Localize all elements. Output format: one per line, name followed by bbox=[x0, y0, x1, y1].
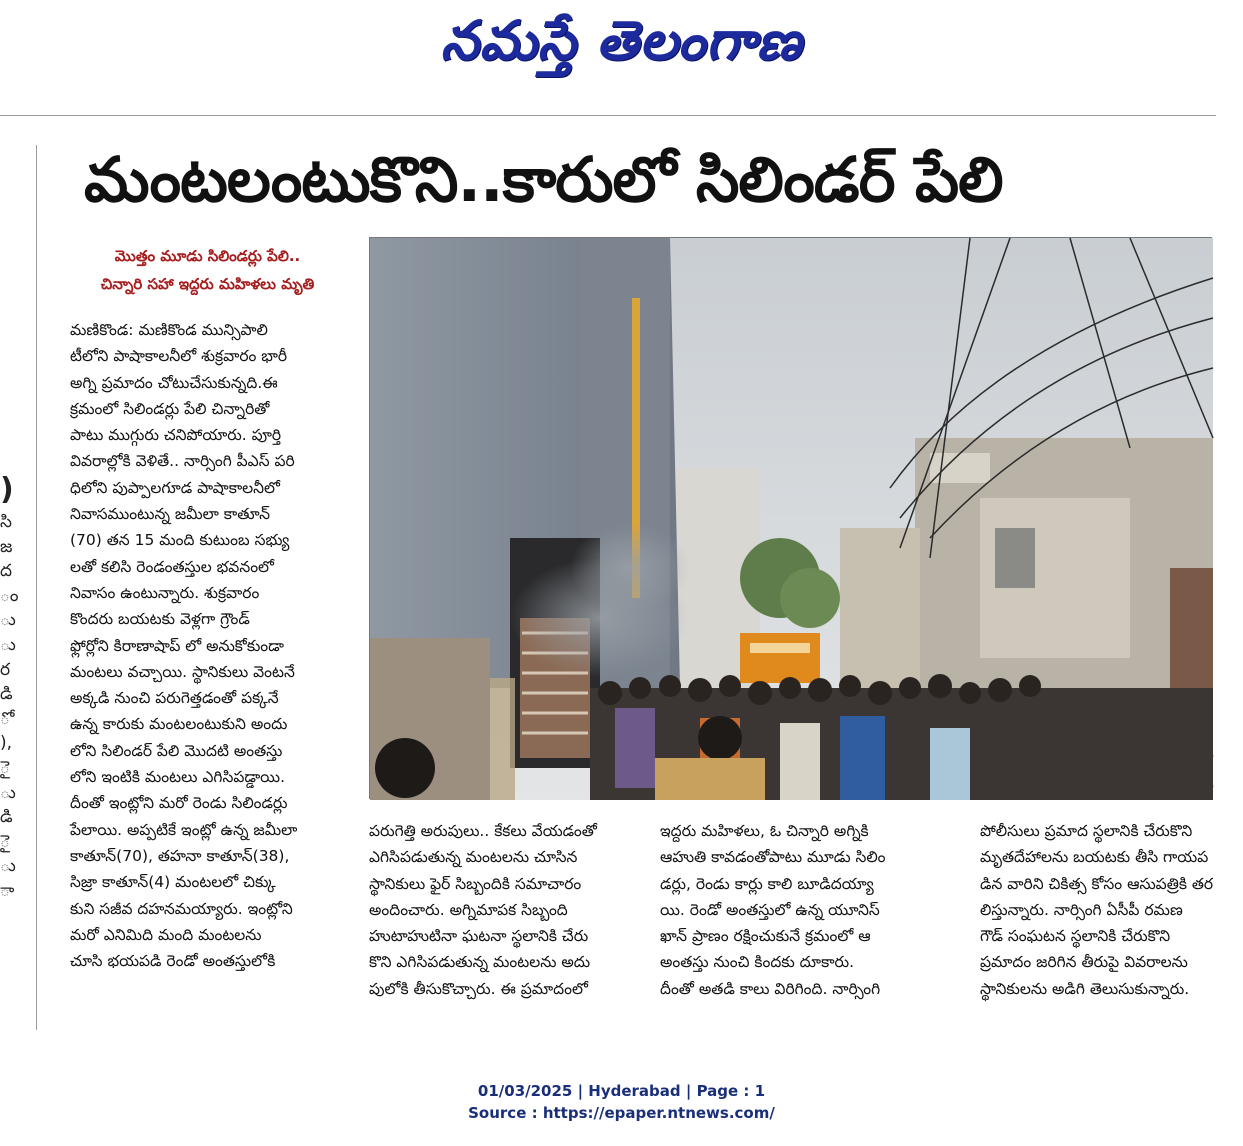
subdeck-line: మొత్తం మూడు సిలిండర్లు పేలి.. bbox=[114, 247, 301, 265]
strip-glyph: ం bbox=[0, 585, 19, 606]
body-line: (70) తన 15 మంది కుటుంబ సభ్యు bbox=[70, 531, 290, 550]
masthead-logo: నమస్తే తెలంగాణ bbox=[440, 8, 803, 72]
strip-glyph: ో bbox=[0, 708, 10, 729]
strip-glyph: ా bbox=[0, 880, 15, 901]
body-line: చూసి భయపడి రెండో అంతస్తులోకి bbox=[70, 952, 276, 971]
body-line: నివాసముంటున్న జమీలా కాతూన్ bbox=[70, 505, 270, 524]
news-photo bbox=[369, 237, 1212, 799]
body-line: డర్లు, రెండు కార్లు కాలి బూడిదయ్యా bbox=[660, 874, 874, 893]
body-line: లిస్తున్నారు. నార్సింగి ఏసీపీ రమణ bbox=[980, 900, 1183, 919]
adjacent-article-strip bbox=[0, 470, 19, 990]
body-line: పాటు ముగ్గురు చనిపోయారు. పూర్తి bbox=[70, 426, 282, 445]
subdeck-line: చిన్నారి సహా ఇద్దరు మహిళలు మృతి bbox=[100, 275, 315, 293]
article-column-1 bbox=[70, 317, 340, 1017]
body-line: పేలాయి. అప్పటికే ఇంట్లో ఉన్న జమీలా bbox=[70, 820, 298, 839]
body-line: లతో కలిసి రెండంతస్తుల భవనంలో bbox=[70, 557, 275, 576]
strip-glyph: ు bbox=[0, 634, 16, 655]
body-line: కాతూన్(70), తహనా కాతూన్(38), bbox=[70, 846, 290, 865]
body-line: స్థానికులను అడిగి తెలుసుకున్నారు. bbox=[980, 979, 1190, 998]
body-line: ఎగిసిపడుతున్న మంటలను చూసిన bbox=[369, 848, 578, 867]
strip-big-glyph: ) bbox=[0, 472, 14, 507]
body-line: ధిలోని పుప్పాలగూడ పాషాకాలనీలో bbox=[70, 478, 280, 497]
body-line: దీంతో అతడి కాలు విరిగింది. నార్సింగి bbox=[660, 979, 881, 998]
strip-glyph: ర bbox=[0, 659, 11, 680]
strip-glyph: ), bbox=[0, 733, 13, 754]
strip-glyph: ు bbox=[0, 856, 16, 877]
body-line: మణికొండ: మణికొండ మున్సిపాలి bbox=[70, 321, 268, 339]
article-column-4 bbox=[980, 818, 1212, 1018]
body-line: ఫ్లోర్లోని కిరాణాషాప్ లో అనుకోకుండా bbox=[70, 636, 284, 655]
body-line: కుని సజీవ దహనమయ్యారు. ఇంట్లోని bbox=[70, 899, 293, 918]
strip-glyph: ై bbox=[0, 831, 10, 852]
article-subdeck bbox=[70, 242, 345, 298]
body-line: నివాసం ఉంటున్నారు. శుక్రవారం bbox=[70, 583, 260, 602]
masthead bbox=[0, 0, 1243, 90]
body-line: క్రమంలో సిలిండర్లు పేలి చిన్నారితో bbox=[70, 399, 270, 418]
body-line: పరుగెత్తి అరుపులు.. కేకలు వేయడంతో bbox=[369, 822, 597, 840]
body-line: ఇద్దరు మహిళలు, ఓ చిన్నారి అగ్నికి bbox=[660, 822, 869, 840]
body-line: స్థానికులు ఫైర్ సిబ్బందికి సమాచారం bbox=[369, 874, 582, 893]
body-line: డిన వారిని చికిత్స కోసం ఆసుపత్రికి తర bbox=[980, 874, 1214, 893]
fire-scene-illustration bbox=[370, 238, 1213, 800]
body-line: ఆహుతి కావడంతోపాటు మూడు సిలిం bbox=[660, 848, 886, 867]
article-headline: మంటలంటుకొని..కారులో సిలిండర్ పేలి bbox=[84, 143, 1003, 216]
strip-glyph: ై bbox=[0, 757, 10, 778]
body-line: సిజ్రా కాతూన్(4) మంటలలో చిక్కు bbox=[70, 873, 276, 892]
body-line: గౌడ్ సంఘటన స్థలానికి చేరుకొని bbox=[980, 927, 1171, 946]
body-line: మరో ఎనిమిది మంది మంటలను bbox=[70, 925, 262, 944]
body-line: పోలీసులు ప్రమాద స్థలానికి చేరుకొని bbox=[980, 822, 1193, 840]
body-line: లోని సిలిండర్ పేలి మొదటి అంతస్తు bbox=[70, 741, 283, 760]
body-line: యి. రెండో అంతస్తులో ఉన్న యూనిస్ bbox=[660, 900, 880, 919]
body-line: అంతస్తు నుంచి కిందకు దూకారు. bbox=[660, 953, 854, 972]
body-line: మంటలు వచ్చాయి. స్థానికులు వెంటనే bbox=[70, 662, 295, 681]
body-line: కొని ఎగిసిపడుతున్న మంటలను అదు bbox=[369, 953, 591, 972]
body-line: టీలోని పాషాకాలనీలో శుక్రవారం భారీ bbox=[70, 347, 288, 366]
footer-date-line: 01/03/2025 | Hyderabad | Page : 1 bbox=[477, 1082, 766, 1100]
body-line: ఉన్న కారుకు మంటలంటుకుని అందు bbox=[70, 715, 288, 734]
body-line: ఖాన్ ప్రాణం రక్షించుకునే క్రమంలో ఆ bbox=[660, 927, 871, 946]
body-line: అగ్ని ప్రమాదం చోటుచేసుకున్నది.ఈ bbox=[70, 373, 278, 392]
strip-glyph: డి bbox=[0, 684, 13, 705]
strip-glyph: జ bbox=[0, 536, 13, 557]
body-line: ప్రమాదం జరిగిన తీరుపై వివరాలను bbox=[980, 953, 1188, 972]
strip-glyph: సి bbox=[0, 512, 12, 532]
body-line: లోని ఇంటికి మంటలు ఎగిసిపడ్డాయి. bbox=[70, 768, 286, 787]
body-line: దీంతో ఇంట్లోని మరో రెండు సిలిండర్లు bbox=[70, 794, 288, 813]
article-column-2 bbox=[369, 818, 637, 1018]
body-line: కొందరు బయటకు వెళ్లగా గ్రౌండ్ bbox=[70, 610, 250, 629]
strip-glyph: డి bbox=[0, 807, 13, 828]
page-footer bbox=[0, 1080, 1243, 1124]
body-line: పులోకి తీసుకొచ్చారు. ఈ ప్రమాదంలో bbox=[369, 979, 588, 998]
body-line: హుటాహుటినా ఘటనా స్థలానికి చేరు bbox=[369, 927, 589, 946]
footer-source-link[interactable]: Source : https://epaper.ntnews.com/ bbox=[468, 1104, 775, 1122]
strip-glyph: ద bbox=[0, 561, 13, 582]
body-line: అందించారు. అగ్నిమాపక సిబ్బంది bbox=[369, 900, 568, 919]
body-line: మృతదేహాలను బయటకు తీసి గాయప bbox=[980, 848, 1209, 867]
strip-glyph: ు bbox=[0, 610, 16, 631]
column-divider bbox=[36, 145, 37, 1030]
article-column-3 bbox=[660, 818, 928, 1018]
top-rule bbox=[0, 115, 1216, 116]
strip-glyph: ు bbox=[0, 782, 16, 803]
body-line: వివరాల్లోకి వెళితే.. నార్సింగి పీఎస్ పరి bbox=[70, 452, 295, 471]
body-line: అక్కడి నుంచి పరుగెత్తడంతో పక్కనే bbox=[70, 689, 279, 708]
